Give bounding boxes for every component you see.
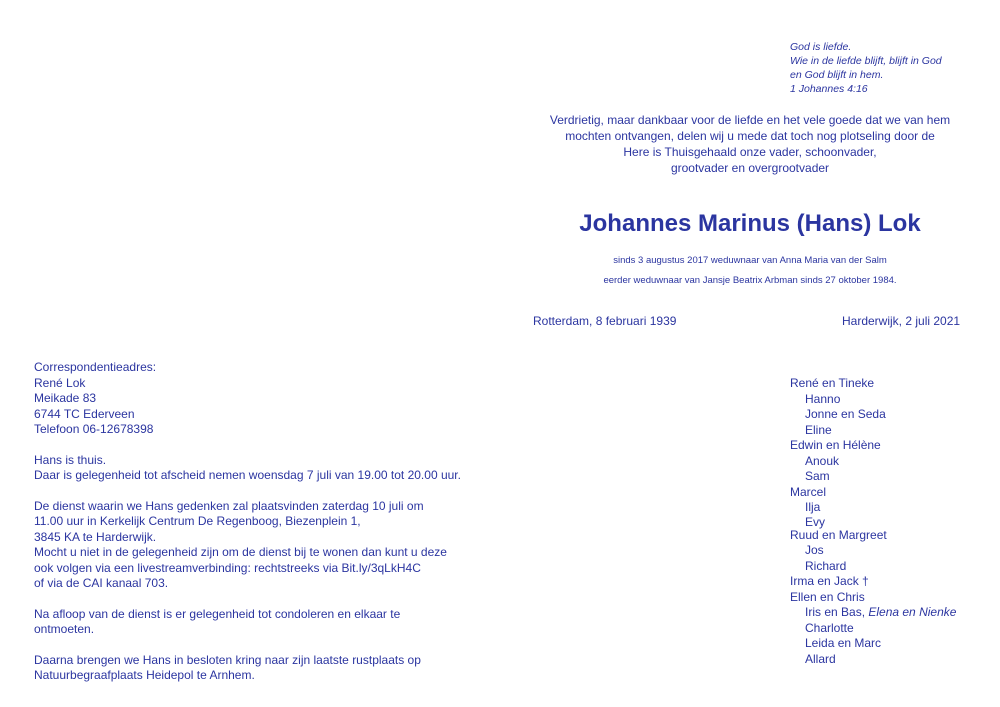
burial-text: Daarna brengen we Hans in besloten kring naar zijn laatste rustplaats op: [34, 652, 421, 667]
grandchild: Allard: [805, 651, 836, 666]
announcement-line: Here is Thuisgehaald onze vader, schoonvader,: [623, 145, 877, 159]
grandchild: Sam: [805, 469, 830, 483]
deceased-name: Johannes Marinus (Hans) Lok: [579, 210, 921, 237]
correspondence-heading: Correspondentieadres:: [34, 360, 157, 374]
verse-reference: 1 Johannes 4:16: [790, 83, 868, 95]
livestream-text: Mocht u niet in de gelegenheid zijn om de dienst bij te wonen dan kunt u deze: [34, 545, 447, 559]
verse-line: God is liefde.: [790, 41, 852, 53]
family-member: Ellen en Chris: [790, 589, 865, 604]
grandchild: [790, 605, 956, 621]
service-text: 11.00 uur in Kerkelijk Centrum De Regenboog, Biezenplein 1,: [34, 514, 361, 528]
verse-line: en God blijft in hem.: [790, 69, 884, 81]
birth-place-date: Rotterdam, 8 februari 1939: [533, 314, 677, 328]
correspondence-street: Meikade 83: [34, 391, 97, 405]
announcement-text: [540, 112, 960, 176]
widower-line-2: eerder weduwnaar van Jansje Beatrix Arbman sinds 27 oktober 1984.: [603, 275, 897, 286]
great-grandchildren: Elena en Nienke: [868, 605, 957, 619]
condolence-text: ontmoeten.: [34, 622, 95, 636]
home-text: Hans is thuis.: [34, 452, 107, 467]
grandchild: Anouk: [805, 453, 840, 468]
announcement-line: Verdrietig, maar dankbaar voor de liefde en het vele goede dat we van hem: [549, 113, 951, 127]
correspondence-name: René Lok: [34, 375, 86, 390]
grandchild: Leida en Marc: [805, 636, 882, 650]
grandchild: Jos: [805, 543, 824, 557]
grandchild: Ilja: [805, 500, 821, 514]
family-member: Edwin en Hélène: [790, 438, 881, 452]
correspondence-phone: Telefoon 06-12678398: [34, 422, 154, 436]
family-member: Marcel: [790, 484, 827, 499]
service-text: De dienst waarin we Hans gedenken zal plaatsvinden zaterdag 10 juli om: [34, 498, 424, 513]
grandchild: Hanno: [805, 391, 841, 406]
family-member: Irma en Jack †: [790, 574, 869, 588]
family-member: René en Tineke: [790, 376, 875, 390]
verse-line: Wie in de liefde blijft, blijft in God: [790, 55, 942, 67]
correspondence-city: 6744 TC Ederveen: [34, 406, 135, 421]
livestream-text: ook volgen via een livestreamverbinding: rechtstreeks via Bit.ly/3qLkH4C: [34, 560, 421, 575]
grandchild: Evy: [805, 514, 826, 529]
grandchild: Charlotte: [805, 620, 854, 635]
announcement-line: mochten ontvangen, delen wij u mede dat toch nog plotseling door de: [565, 129, 935, 143]
widower-line-1: sinds 3 augustus 2017 weduwnaar van Anna Maria van der Salm: [613, 255, 887, 266]
grandchild-name: Iris en Bas,: [805, 605, 869, 619]
family-member: Ruud en Margreet: [790, 527, 887, 542]
grandchild: Richard: [805, 558, 847, 573]
livestream-text: of via de CAI kanaal 703.: [34, 576, 169, 590]
condolence-text: Na afloop van de dienst is er gelegenheid tot condoleren en elkaar te: [34, 606, 401, 621]
grandchild: Eline: [805, 422, 832, 437]
grandchild: Jonne en Seda: [805, 407, 886, 421]
service-text: 3845 KA te Harderwijk.: [34, 529, 157, 544]
death-place-date: Harderwijk, 2 juli 2021: [842, 314, 961, 328]
family-list: [790, 376, 956, 667]
burial-text: Natuurbegraafplaats Heidepol te Arnhem.: [34, 668, 255, 682]
announcement-line: grootvader en overgrootvader: [670, 161, 830, 175]
bible-verse: [790, 40, 990, 96]
funeral-information: [34, 360, 494, 684]
farewell-text: Daar is gelegenheid tot afscheid nemen woensdag 7 juli van 19.00 tot 20.00 uur.: [34, 468, 461, 482]
